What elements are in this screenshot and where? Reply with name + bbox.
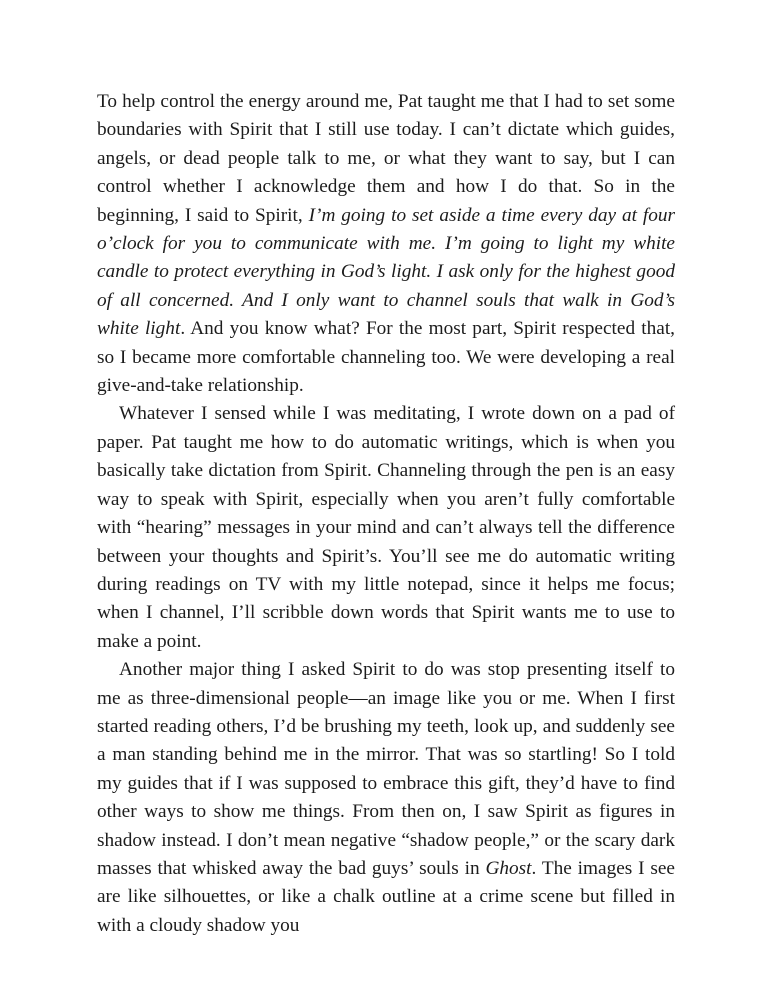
paragraph-3: [97, 656, 675, 940]
paragraph-3-text: Another major thing I asked Spirit to do was stop presenting itself to me as three-dimensional people—an image like you or me. When I first started reading others, I’d be brushing my teeth, look up, and suddenly see a man standing behind me in the mirror. That was so startling! So I told my guides that if I was supposed to embrace this gift, they’d have to find other ways to show me things. From then on, I saw Spirit as figures in shadow instead. I don’t mean negative “shadow people,” or the scary dark masses that whisked away the bad guys’ souls in: [97, 659, 675, 879]
book-page-body: [97, 88, 675, 940]
movie-title-ghost: Ghost: [485, 857, 532, 879]
paragraph-2-text: Whatever I sensed while I was meditating, I wrote down on a pad of paper. Pat taught me how to do automatic writings, which is when you basically take dictation from Spirit. Channeling through the pen is an easy way to speak with Spirit, especially when you aren’t fully comfortable with “hearing” messages in your mind and can’t always tell the difference between your thoughts and Spirit’s. You’ll see me do automatic writing during readings on TV with my little notepad, since it helps me focus; when I channel, I’ll scribble down words that Spirit wants me to use to make a point.: [97, 403, 675, 652]
paragraph-3-text-end: . The images I see are like silhouettes, or like a chalk outline at a crime scene but filled in with a cloudy shadow you: [97, 857, 675, 936]
paragraph-1-italic-quote: I’m going to set aside a time every day at four o’clock for you to communicate with me. I’m going to light my white candle to protect everything in God’s light. I ask only for the highest good of all concerned. And I only want to channel souls that walk in God’s white light: [97, 204, 675, 340]
paragraph-1: [97, 88, 675, 400]
paragraph-2: [97, 400, 675, 656]
paragraph-1-text-end: . And you know what? For the most part, Spirit respected that, so I became more comfortable channeling too. We were developing a real give-and-take relationship.: [97, 318, 676, 397]
paragraph-1-text: To help control the energy around me, Pat taught me that I had to set some boundaries with Spirit that I still use today. I can’t dictate which guides, angels, or dead people talk to me, or what they want to say, but I can control whether I acknowledge them and how I do that. So in the beginning, I said to Spirit,: [97, 91, 675, 226]
